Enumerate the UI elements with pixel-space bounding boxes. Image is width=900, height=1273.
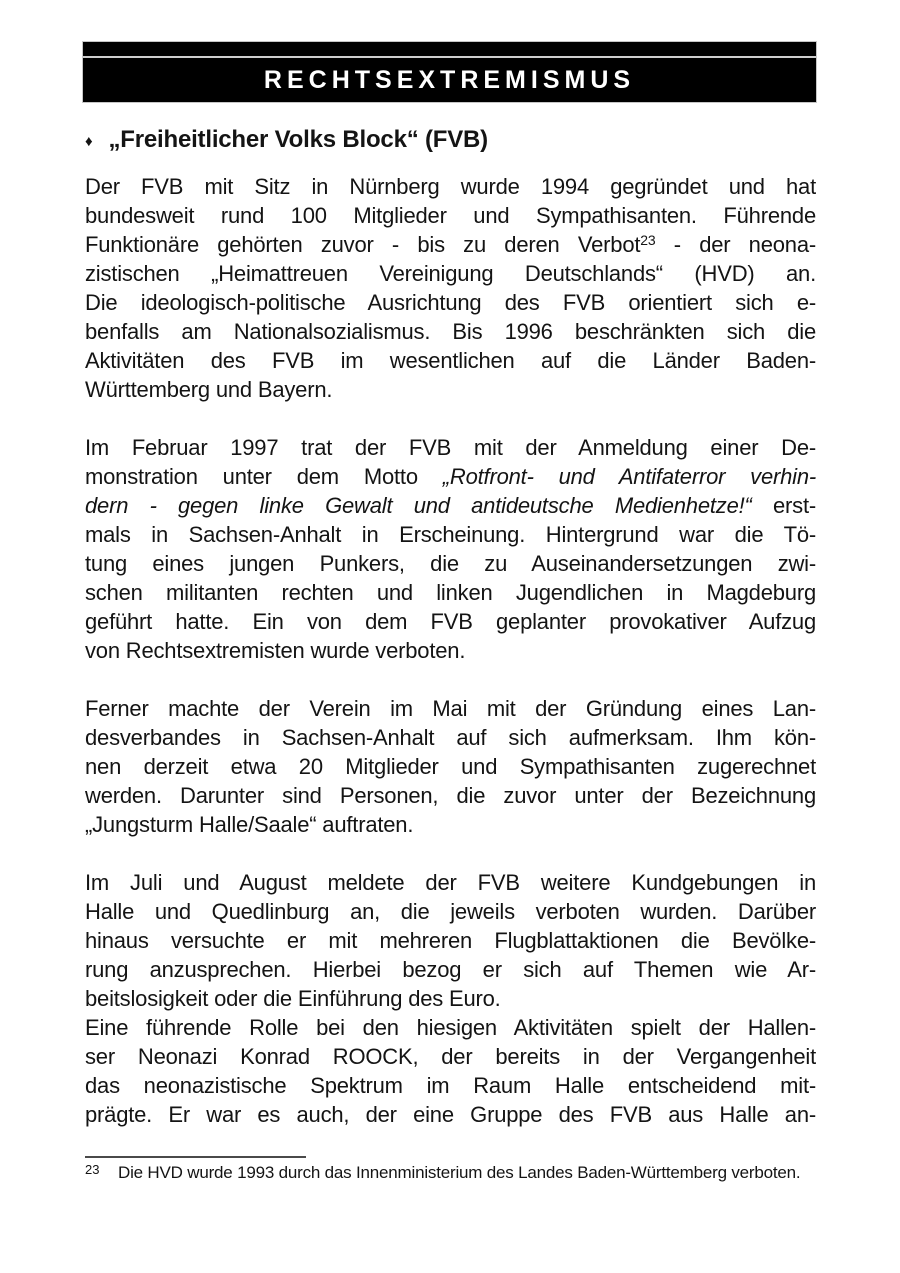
text-line bbox=[85, 897, 816, 926]
text-line bbox=[85, 781, 816, 810]
text-line bbox=[85, 694, 816, 723]
text-segment: prägte. Er war es auch, der eine Gruppe des FVB aus Halle an- bbox=[85, 1102, 816, 1127]
text-segment: Aktivitäten des FVB im wesentlichen auf die Länder Baden- bbox=[85, 348, 816, 373]
text-segment: Ferner machte der Verein im Mai mit der Gründung eines Lan- bbox=[85, 696, 816, 721]
text-line bbox=[85, 288, 816, 317]
text-line bbox=[85, 549, 816, 578]
text-segment: rung anzusprechen. Hierbei bezog er sich auf Themen wie Ar- bbox=[85, 957, 816, 982]
text-segment: - der neona- bbox=[655, 232, 816, 257]
diamond-bullet-icon: ♦ bbox=[85, 132, 93, 150]
section-heading-label: „Freiheitlicher Volks Block“ (FVB) bbox=[108, 126, 488, 153]
text-line bbox=[85, 433, 816, 462]
text-segment: „Rotfront- und Antifaterror verhin- bbox=[442, 464, 816, 489]
text-line bbox=[85, 607, 816, 636]
text-line bbox=[85, 201, 816, 230]
text-segment: schen militanten rechten und linken Jugendlichen in Magdeburg bbox=[85, 580, 816, 605]
text-line bbox=[85, 636, 816, 665]
text-segment: Die ideologisch-politische Ausrichtung des FVB orientiert sich e- bbox=[85, 290, 816, 315]
paragraphs bbox=[85, 172, 816, 1129]
text-segment: Halle und Quedlinburg an, die jeweils verboten wurden. Darüber bbox=[85, 899, 816, 924]
text-segment: werden. Darunter sind Personen, die zuvor unter der Bezeichnung bbox=[85, 783, 816, 808]
text-line bbox=[85, 723, 816, 752]
text-line bbox=[85, 810, 816, 839]
text-segment: dern - gegen linke Gewalt und antideutsche Medienhetze!“ bbox=[85, 493, 752, 518]
text-line bbox=[85, 259, 816, 288]
text-line bbox=[85, 955, 816, 984]
text-segment: Württemberg und Bayern. bbox=[85, 377, 333, 402]
text-line bbox=[85, 346, 816, 375]
text-line bbox=[85, 1042, 816, 1071]
paragraph bbox=[85, 1013, 816, 1129]
footnote-reference: 23 bbox=[640, 232, 656, 248]
text-segment: hinaus versuchte er mit mehreren Flugblattaktionen die Bevölke- bbox=[85, 928, 816, 953]
section-header-bar bbox=[83, 42, 816, 102]
text-line bbox=[85, 1100, 816, 1129]
text-segment: Im Juli und August meldete der FVB weitere Kundgebungen in bbox=[85, 870, 816, 895]
footnote-rule bbox=[85, 1156, 306, 1158]
footnote-marker: 23 bbox=[85, 1162, 100, 1177]
footnote-line bbox=[85, 1163, 816, 1183]
text-segment: „Jungsturm Halle/Saale“ auftraten. bbox=[85, 812, 414, 837]
text-segment: bundesweit rund 100 Mitglieder und Sympathisanten. Führende bbox=[85, 203, 816, 228]
text-segment: ser Neonazi Konrad ROOCK, der bereits in der Vergangenheit bbox=[85, 1044, 816, 1069]
text-line bbox=[85, 984, 816, 1013]
text-line bbox=[85, 375, 816, 404]
text-segment: Im Februar 1997 trat der FVB mit der Anmeldung einer De- bbox=[85, 435, 816, 460]
text-segment: von Rechtsextremisten wurde verboten. bbox=[85, 638, 466, 663]
paragraph bbox=[85, 868, 816, 1013]
text-segment: zistischen „Heimattreuen Vereinigung Deutschlands“ (HVD) an. bbox=[85, 261, 816, 286]
text-line bbox=[85, 578, 816, 607]
paragraph bbox=[85, 172, 816, 404]
text-line bbox=[85, 172, 816, 201]
paragraph bbox=[85, 433, 816, 665]
footnote bbox=[85, 1156, 816, 1183]
text-segment: benfalls am Nationalsozialismus. Bis 1996 beschränkten sich die bbox=[85, 319, 816, 344]
text-line bbox=[85, 520, 816, 549]
text-segment: monstration unter dem Motto bbox=[85, 464, 443, 489]
page-title: RECHTSEXTREMISMUS bbox=[263, 65, 636, 94]
text-line bbox=[85, 491, 816, 520]
section-heading bbox=[85, 126, 816, 154]
footnote-text: Die HVD wurde 1993 durch das Innenministerium des Landes Baden-Württemberg verboten. bbox=[118, 1163, 801, 1182]
text-segment: das neonazistische Spektrum im Raum Halle entscheidend mit- bbox=[85, 1073, 816, 1098]
text-line bbox=[85, 868, 816, 897]
text-line bbox=[85, 1013, 816, 1042]
text-segment: mals in Sachsen-Anhalt in Erscheinung. Hintergrund war die Tö- bbox=[85, 522, 816, 547]
text-segment: geführt hatte. Ein von dem FVB geplanter provokativer Aufzug bbox=[85, 609, 816, 634]
paragraph bbox=[85, 694, 816, 839]
text-segment: Der FVB mit Sitz in Nürnberg wurde 1994 gegründet und hat bbox=[85, 174, 816, 199]
text-segment: nen derzeit etwa 20 Mitglieder und Sympathisanten zugerechnet bbox=[85, 754, 816, 779]
text-segment: beitslosigkeit oder die Einführung des Euro. bbox=[85, 986, 501, 1011]
text-segment: Funktionäre gehörten zuvor - bis zu deren Verbot bbox=[85, 232, 641, 257]
text-line bbox=[85, 1071, 816, 1100]
header-divider-line bbox=[83, 42, 816, 58]
text-line bbox=[85, 230, 816, 259]
text-line bbox=[85, 926, 816, 955]
text-segment: erst- bbox=[751, 493, 816, 518]
text-line bbox=[85, 752, 816, 781]
text-segment: desverbandes in Sachsen-Anhalt auf sich aufmerksam. Ihm kön- bbox=[85, 725, 816, 750]
text-segment: tung eines jungen Punkers, die zu Auseinandersetzungen zwi- bbox=[85, 551, 816, 576]
text-line bbox=[85, 317, 816, 346]
text-line bbox=[85, 462, 816, 491]
text-segment: Eine führende Rolle bei den hiesigen Aktivitäten spielt der Hallen- bbox=[85, 1015, 816, 1040]
